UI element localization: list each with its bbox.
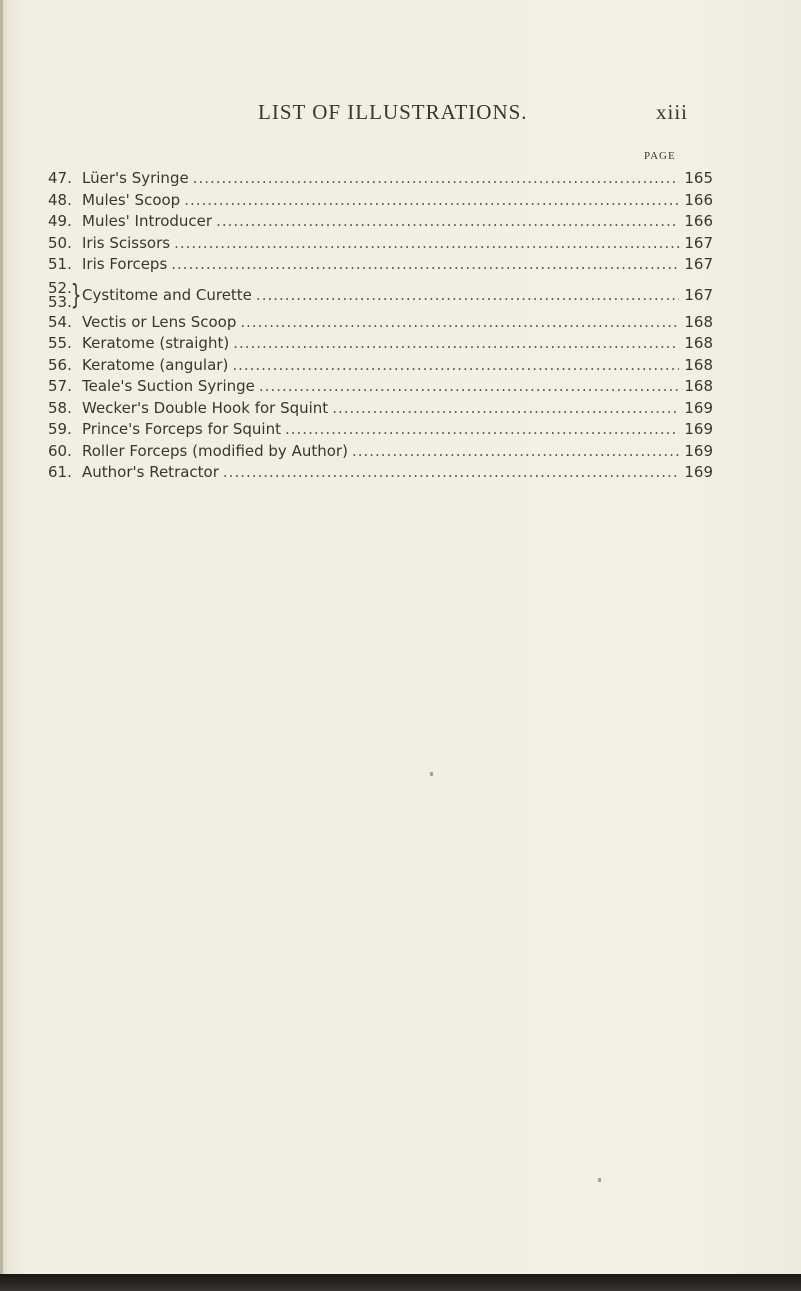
dot-leader <box>171 255 679 273</box>
entry-title: Lüer's Syringe <box>82 169 189 187</box>
header-page-number: xiii <box>656 100 689 124</box>
entry-title: Keratome (angular) <box>82 355 229 374</box>
dot-leader <box>174 234 679 252</box>
list-item <box>48 212 713 234</box>
dot-leader <box>256 286 679 304</box>
entry-page: 168 <box>684 312 713 331</box>
paper-speck <box>598 1178 601 1182</box>
list-item <box>48 399 713 421</box>
list-item <box>48 420 713 442</box>
list-item <box>48 255 713 277</box>
dot-leader <box>216 212 679 230</box>
page-gutter-edge <box>0 0 3 1291</box>
entry-number: 50. <box>48 233 72 252</box>
list-item <box>48 191 713 213</box>
entry-number: 61. <box>48 463 72 481</box>
entry-page: 167 <box>684 285 713 304</box>
entry-number: 54. <box>48 312 72 331</box>
dot-leader <box>232 356 679 374</box>
dot-leader <box>233 334 679 352</box>
entry-number: 47. <box>48 169 72 187</box>
entry-number: 59. <box>48 420 72 438</box>
dot-leader <box>193 169 679 187</box>
paper-speck <box>430 772 433 776</box>
entry-title: Cystitome and Curette <box>82 285 252 304</box>
list-item <box>48 463 713 485</box>
entry-page: 168 <box>684 377 713 395</box>
entry-number: 51. <box>48 255 72 273</box>
entry-page: 167 <box>684 233 713 252</box>
entry-page: 169 <box>684 398 713 417</box>
entry-title: Prince's Forceps for Squint <box>82 420 281 438</box>
dot-leader <box>240 313 679 331</box>
scan-bottom-edge <box>0 1274 801 1291</box>
page-column-label: PAGE <box>644 150 676 162</box>
header-title: LIST OF ILLUSTRATIONS. <box>258 100 528 124</box>
entry-page: 169 <box>684 463 713 481</box>
entry-page: 169 <box>684 441 713 460</box>
illustration-list <box>48 169 713 485</box>
entry-page: 166 <box>684 190 713 209</box>
list-item <box>48 169 713 191</box>
list-item <box>48 277 713 313</box>
list-item <box>48 334 713 356</box>
entry-page: 168 <box>684 334 713 352</box>
entry-title: Keratome (straight) <box>82 334 230 352</box>
dot-leader <box>184 191 679 209</box>
brace-glyph: } <box>70 277 82 311</box>
entry-number: 56. <box>48 355 72 374</box>
entry-number: 58. <box>48 398 72 417</box>
entry-title: Vectis or Lens Scoop <box>82 312 237 331</box>
dot-leader <box>285 420 679 438</box>
entry-number: 53. <box>48 292 72 311</box>
entry-number: 49. <box>48 212 72 230</box>
entry-page: 168 <box>684 355 713 374</box>
entry-number: 60. <box>48 441 72 460</box>
dot-leader <box>352 442 679 460</box>
entry-page: 165 <box>684 169 713 187</box>
entry-number: 48. <box>48 190 72 209</box>
entry-page: 166 <box>684 212 713 230</box>
list-item <box>48 234 713 256</box>
entry-number: 55. <box>48 334 72 352</box>
entry-title: Mules' Scoop <box>82 190 181 209</box>
dot-leader <box>332 399 679 417</box>
list-item <box>48 356 713 378</box>
entry-number: 57. <box>48 377 72 395</box>
list-item <box>48 377 713 399</box>
entry-number-pair <box>48 278 72 311</box>
entry-title: Iris Forceps <box>82 255 168 273</box>
entry-number: 52. <box>48 278 72 297</box>
entry-title: Teale's Suction Syringe <box>82 377 255 395</box>
entry-title: Author's Retractor <box>82 463 219 481</box>
entry-page: 169 <box>684 420 713 438</box>
entry-title: Roller Forceps (modified by Author) <box>82 441 348 460</box>
dot-leader <box>223 463 679 481</box>
list-item <box>48 313 713 335</box>
entry-title: Iris Scissors <box>82 233 171 252</box>
running-header <box>0 100 801 130</box>
dot-leader <box>259 377 679 395</box>
list-item <box>48 442 713 464</box>
entry-page: 167 <box>684 255 713 273</box>
entry-title: Wecker's Double Hook for Squint <box>82 398 329 417</box>
entry-title: Mules' Introducer <box>82 212 213 230</box>
